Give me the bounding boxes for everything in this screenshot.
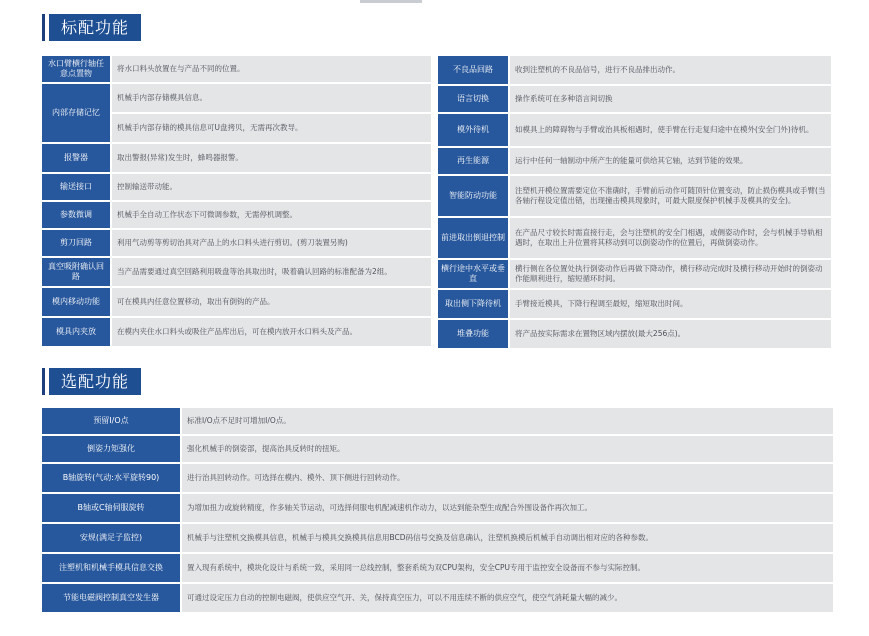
row-label: B轴旋转(气动:水平旋转90) <box>42 464 180 492</box>
row-value: 将水口料头放置在与产品不同的位置。 <box>112 56 431 82</box>
row-label: 前进取出倒退控制 <box>438 218 508 258</box>
row-label: 安规(满足子监控) <box>42 524 180 552</box>
row-value: 注塑机开模位置需要定位不准确时，手臂前后动作可随顶针位置变动，防止损伤模具或手臂(当各轴行程设定值出错，出现撞击模具现象时，可最大限度保护机械手及模具的安全)。 <box>510 176 831 216</box>
standard-features-header <box>42 14 141 41</box>
row-value: 控制输送带动能。 <box>112 174 431 200</box>
table-row <box>42 584 833 612</box>
row-label: 输送接口 <box>42 174 110 200</box>
table-row <box>42 494 833 522</box>
row-label: 真空吸附确认回路 <box>42 258 110 286</box>
row-label: 智能防动功能 <box>438 176 508 216</box>
row-label: 模外待机 <box>438 114 508 146</box>
row-value: 标准I/O点不足时可增加I/O点。 <box>182 408 833 434</box>
top-divider-line <box>360 0 422 3</box>
row-value: 横行侧在各位置处执行倒姿动作后再做下降动作，横行移动完成时及横行移动开始时的倒姿动作能顺利进行，缩短循环时间。 <box>510 260 831 288</box>
table-row <box>438 176 831 216</box>
optional-features-title: 选配功能 <box>49 368 141 395</box>
row-value: 机械手全自动工作状态下可微调参数，无需停机调整。 <box>112 202 431 228</box>
row-value: 当产品需要通过真空回路利用吸盘等治具取出时，吸着确认回路的标准配备为2组。 <box>112 258 431 286</box>
table-row <box>438 56 831 84</box>
table-row <box>438 86 831 112</box>
table-row <box>42 144 431 172</box>
table-row <box>42 258 431 286</box>
row-value: 置入现有系统中，模块化设计与系统一致，采用同一总线控制，整套系统为双CPU架构，安全CPU专用于监控安全设备而不参与实际控制。 <box>182 554 833 582</box>
table-row <box>438 290 831 318</box>
table-row <box>438 260 831 288</box>
row-value: 为增加扭力或旋转精度，作多轴关节运动，可选择伺服电机配减速机作动力，以达到能杂型生成配合外围设备作再次加工。 <box>182 494 833 522</box>
table-row <box>42 554 833 582</box>
table-row <box>438 320 831 348</box>
table-row <box>42 288 431 316</box>
table-row <box>42 318 431 346</box>
row-value-group <box>112 84 431 142</box>
row-value: 进行治具回转动作。可选择在模内、模外、顶下侧进行回转动作。 <box>182 464 833 492</box>
row-value: 可在模具内任意位置移动，取出有倒钩的产品。 <box>112 288 431 316</box>
row-value: 利用气动剪等剪切治具对产品上的水口料头进行剪切。(剪刀装置另购) <box>112 230 431 256</box>
row-label: 模内移动功能 <box>42 288 110 316</box>
standard-left-table <box>42 56 431 346</box>
row-label: 堆叠功能 <box>438 320 508 348</box>
row-label: 注塑机和机械手模具信息交换 <box>42 554 180 582</box>
table-row <box>42 202 431 228</box>
table-row <box>438 114 831 146</box>
row-value: 在模内夹住水口料头或吸住产品库出后，可在模内放开水口料头及产品。 <box>112 318 431 346</box>
row-label: 不良品回路 <box>438 56 508 84</box>
row-label: 内部存储记忆 <box>42 84 110 142</box>
table-row <box>42 436 833 462</box>
row-value: 收到注塑机的不良品信号，进行不良品排出动作。 <box>510 56 831 84</box>
table-row <box>42 230 431 256</box>
table-row <box>42 84 431 142</box>
row-label: 水口臂横行轴任意点置物 <box>42 56 110 82</box>
row-label: 报警器 <box>42 144 110 172</box>
table-row <box>438 148 831 174</box>
table-row <box>42 464 833 492</box>
header-accent-bar <box>42 368 45 395</box>
row-value: 在产品尺寸较长时需直接行走，会与注塑机的安全门相遇，或侧姿动作时，会与机械手导轨相遇时，在取出上升位置将其移动到可以倒姿动作的位置后，再做倒姿动作。 <box>510 218 831 258</box>
row-label: 语言切换 <box>438 86 508 112</box>
row-label: 倒姿力矩强化 <box>42 436 180 462</box>
row-label: 取出侧下降待机 <box>438 290 508 318</box>
row-label: 参数微调 <box>42 202 110 228</box>
table-row <box>438 218 831 258</box>
row-label: 再生能源 <box>438 148 508 174</box>
row-value: 如模具上的障碍物与手臂或治具板相遇时，使手臂在行走复归途中在模外(安全门外)待机。 <box>510 114 831 146</box>
row-value: 强化机械手的倒姿部，提高治具反转时的扭矩。 <box>182 436 833 462</box>
row-label: 横行途中水平或垂直 <box>438 260 508 288</box>
table-row <box>42 408 833 434</box>
row-value: 机械手内部存储的模具信息可U盘拷贝，无需再次教导。 <box>112 114 431 142</box>
row-label: 模具内夹放 <box>42 318 110 346</box>
row-value: 机械手内部存储模具信息。 <box>112 84 431 112</box>
row-label: 剪刀回路 <box>42 230 110 256</box>
row-label: 预留I/O点 <box>42 408 180 434</box>
row-value: 操作系统可在多种语言间切换 <box>510 86 831 112</box>
header-accent-bar <box>42 14 45 41</box>
row-value: 取出警报(异常)发生时，蜂鸣器报警。 <box>112 144 431 172</box>
row-value: 手臂接近模具，下降行程调至最短，缩短取出时间。 <box>510 290 831 318</box>
table-row <box>42 524 833 552</box>
row-label: 节能电磁阀控制真空发生器 <box>42 584 180 612</box>
row-value: 可通过设定压力自动的控制电磁阀，使供应空气开、关，保持真空压力，可以不用连续不断的供应空气，使空气消耗量大幅的减少。 <box>182 584 833 612</box>
standard-features-title: 标配功能 <box>49 14 141 41</box>
optional-table <box>42 408 833 612</box>
table-row <box>42 56 431 82</box>
standard-right-table <box>438 56 831 348</box>
row-label: B轴或C轴伺服旋转 <box>42 494 180 522</box>
row-value: 运行中任何一轴制动中所产生的能量可供给其它轴，达到节能的效果。 <box>510 148 831 174</box>
optional-features-header <box>42 368 141 395</box>
row-value: 将产品按实际需求在置物区域内摆放(最大256点)。 <box>510 320 831 348</box>
row-value: 机械手与注塑机交换模具信息，机械手与模具交换模具信息用BCD码信号交换及信息确认，注塑机换模后机械手自动调出相对应的各种参数。 <box>182 524 833 552</box>
table-row <box>42 174 431 200</box>
